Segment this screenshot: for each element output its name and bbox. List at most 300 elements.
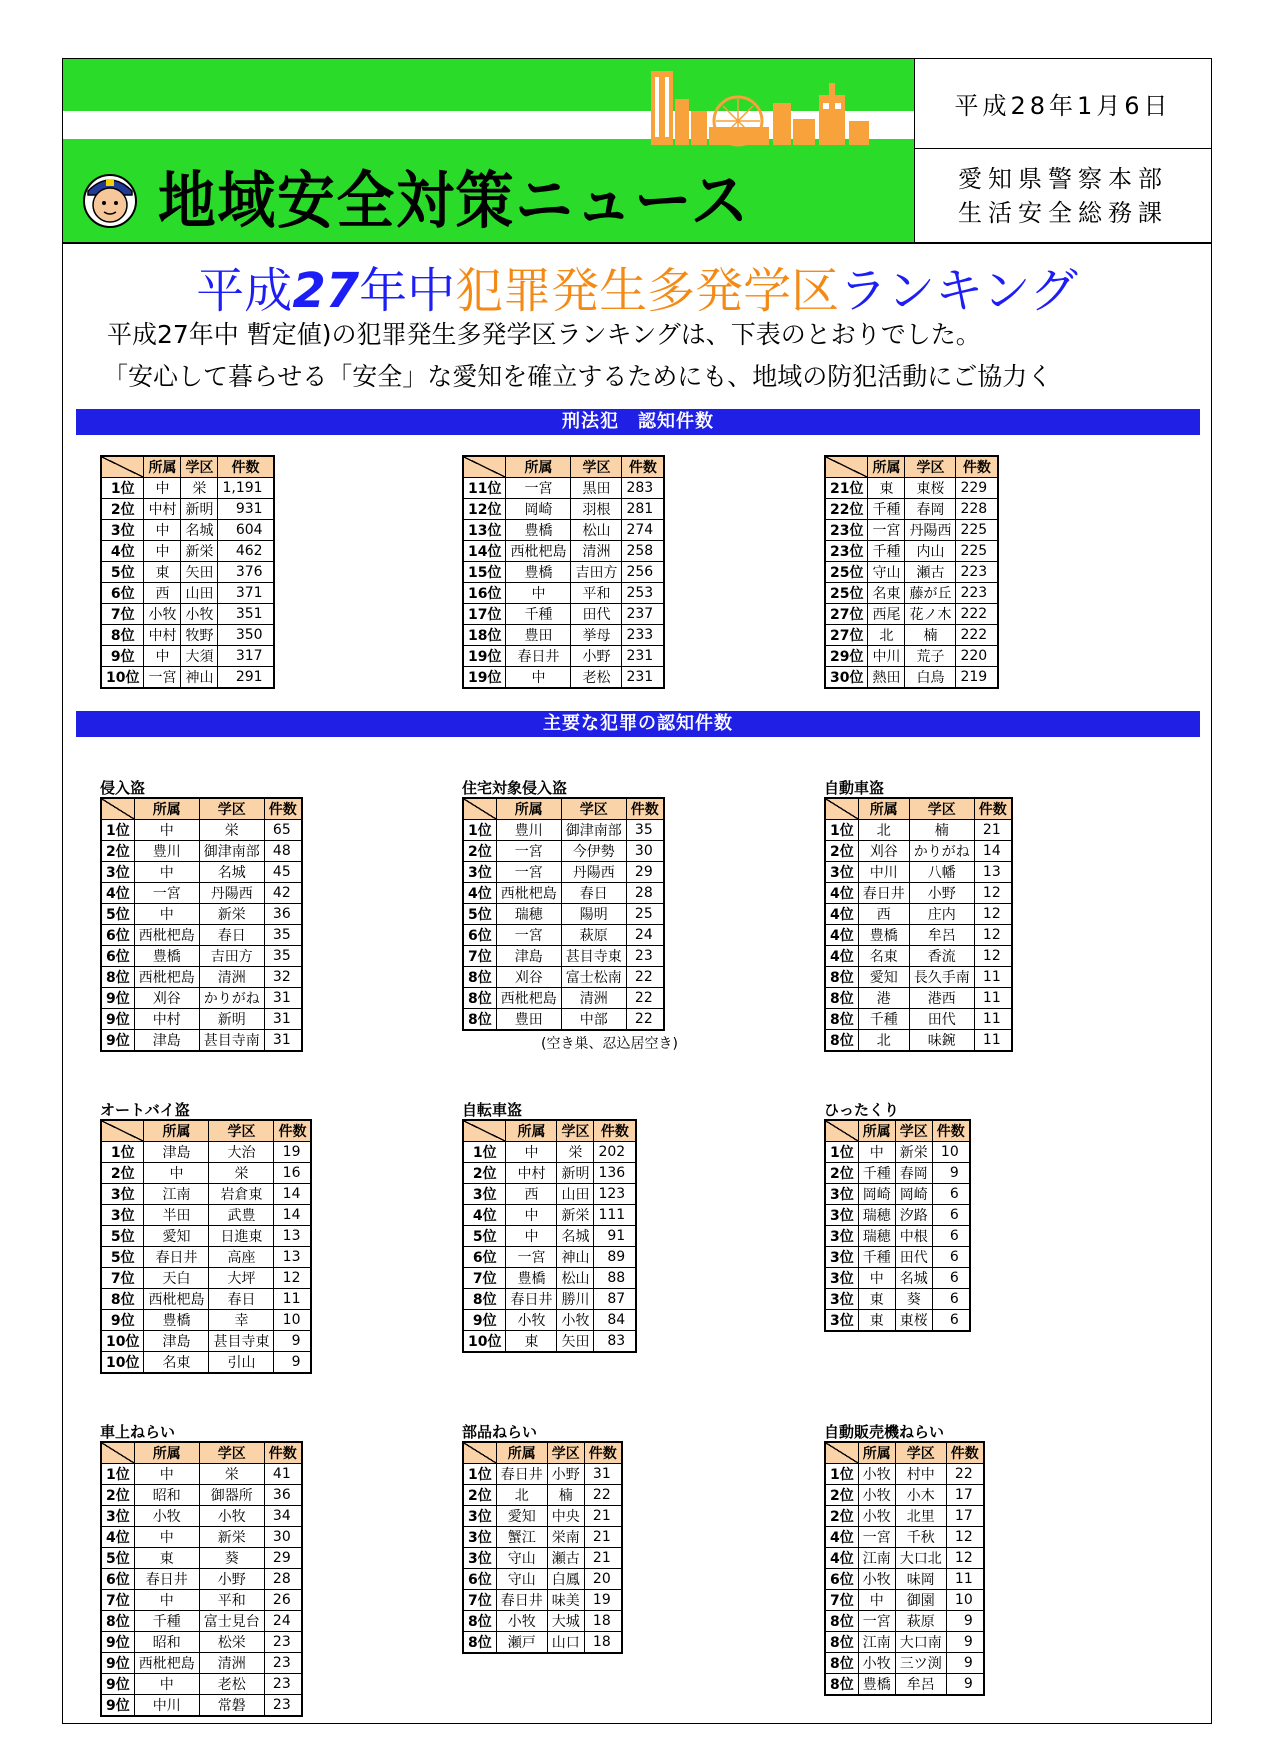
count-cell: 84 xyxy=(594,1310,636,1331)
table-row xyxy=(463,1548,622,1569)
rank-cell: 8位 xyxy=(101,625,144,646)
table-row xyxy=(101,1352,311,1374)
district-cell: 今伊勢 xyxy=(561,841,626,862)
rank-cell: 6位 xyxy=(101,925,134,946)
station-cell: 一宮 xyxy=(858,1527,895,1548)
station-cell: 名東 xyxy=(868,583,905,604)
district-cell: 名城 xyxy=(181,520,218,541)
header-count: 件数 xyxy=(594,1120,636,1142)
table-header-row xyxy=(825,1442,984,1464)
station-cell: 西枇杷島 xyxy=(134,925,199,946)
district-cell: 田代 xyxy=(571,604,622,625)
count-cell: 35 xyxy=(626,820,664,841)
table-row xyxy=(825,646,998,667)
count-cell: 19 xyxy=(584,1590,622,1611)
table-row xyxy=(825,1485,984,1506)
table-row xyxy=(825,862,1012,883)
rank-cell: 4位 xyxy=(825,904,858,925)
table-header-row xyxy=(825,456,998,478)
district-cell: 牧野 xyxy=(181,625,218,646)
table-row xyxy=(825,520,998,541)
count-cell: 231 xyxy=(622,646,664,667)
count-cell: 258 xyxy=(622,541,664,562)
table-row xyxy=(101,1247,311,1268)
district-cell: 常磐 xyxy=(199,1695,264,1717)
news-sheet xyxy=(62,58,1212,1724)
count-cell: 931 xyxy=(218,499,274,520)
count-cell: 42 xyxy=(264,883,302,904)
rank-cell: 8位 xyxy=(825,1632,858,1653)
count-cell: 25 xyxy=(626,904,664,925)
rank-cell: 4位 xyxy=(463,1205,506,1226)
district-cell: 矢田 xyxy=(557,1331,594,1353)
header-diagonal-cell xyxy=(825,798,858,820)
table-row xyxy=(463,1310,636,1331)
station-cell: 千種 xyxy=(506,604,571,625)
header-count: 件数 xyxy=(274,1120,312,1142)
table-row xyxy=(101,1268,311,1289)
header-district: 学区 xyxy=(571,456,622,478)
station-cell: 津島 xyxy=(144,1331,209,1352)
table-row xyxy=(463,1289,636,1310)
station-cell: 中川 xyxy=(858,862,909,883)
header-diagonal-cell xyxy=(101,1442,134,1464)
rank-cell: 9位 xyxy=(101,1653,134,1674)
header-station: 所属 xyxy=(858,798,909,820)
header-count: 件数 xyxy=(932,1120,970,1142)
rank-cell: 29位 xyxy=(825,646,868,667)
district-cell: 新栄 xyxy=(199,904,264,925)
rank-cell: 3位 xyxy=(825,1226,858,1247)
station-cell: 江南 xyxy=(144,1184,209,1205)
table-row xyxy=(101,820,302,841)
rank-cell: 8位 xyxy=(825,1009,858,1030)
count-cell: 12 xyxy=(946,1548,984,1569)
rank-cell: 5位 xyxy=(463,904,496,925)
count-cell: 231 xyxy=(622,667,664,689)
district-cell: 大口北 xyxy=(895,1548,946,1569)
station-cell: 中 xyxy=(144,541,181,562)
rank-cell: 3位 xyxy=(825,1205,858,1226)
station-cell: 岡崎 xyxy=(858,1184,895,1205)
department-box xyxy=(915,149,1211,242)
header-station: 所属 xyxy=(858,1120,895,1142)
table-row xyxy=(101,1226,311,1247)
count-cell: 14 xyxy=(974,841,1012,862)
district-cell: 山田 xyxy=(557,1184,594,1205)
table-row xyxy=(825,1527,984,1548)
count-cell: 23 xyxy=(264,1695,302,1717)
table-row xyxy=(825,1548,984,1569)
station-cell: 愛知 xyxy=(496,1506,547,1527)
table-row xyxy=(463,1632,622,1654)
station-cell: 小牧 xyxy=(144,604,181,625)
table-header-row xyxy=(463,798,664,820)
rank-cell: 15位 xyxy=(463,562,506,583)
header-station: 所属 xyxy=(868,456,905,478)
section-title-penal-code: 刑法犯 認知件数 xyxy=(76,409,1200,435)
table-row xyxy=(825,478,998,499)
station-cell: 中村 xyxy=(144,625,181,646)
rank-cell: 8位 xyxy=(101,1611,134,1632)
count-cell: 9 xyxy=(946,1653,984,1674)
rank-cell: 5位 xyxy=(101,1226,144,1247)
rank-cell: 6位 xyxy=(825,1569,858,1590)
district-cell: 小野 xyxy=(547,1464,584,1485)
table-row xyxy=(825,625,998,646)
district-cell: 味鋺 xyxy=(909,1030,974,1052)
table-row xyxy=(463,1226,636,1247)
district-cell: 香流 xyxy=(909,946,974,967)
rank-cell: 2位 xyxy=(463,841,496,862)
table-row xyxy=(101,604,274,625)
rank-cell: 9位 xyxy=(101,646,144,667)
table-header-row xyxy=(463,1442,622,1464)
district-cell: 春日 xyxy=(561,883,626,904)
count-cell: 18 xyxy=(584,1632,622,1654)
district-cell: 港西 xyxy=(909,988,974,1009)
rank-cell: 5位 xyxy=(101,562,144,583)
headline-part1: 平成 xyxy=(196,263,293,319)
count-cell: 13 xyxy=(274,1226,312,1247)
station-cell: 東 xyxy=(144,562,181,583)
station-cell: 小牧 xyxy=(858,1464,895,1485)
rank-cell: 11位 xyxy=(463,478,506,499)
count-cell: 351 xyxy=(218,604,274,625)
rank-cell: 9位 xyxy=(101,1009,134,1030)
rank-cell: 25位 xyxy=(825,583,868,604)
station-cell: 中 xyxy=(858,1142,895,1163)
count-cell: 281 xyxy=(622,499,664,520)
district-cell: 田代 xyxy=(895,1247,932,1268)
station-cell: 津島 xyxy=(134,1030,199,1052)
rank-cell: 7位 xyxy=(101,1590,134,1611)
table-header-row xyxy=(101,1442,302,1464)
table-row xyxy=(463,967,664,988)
station-cell: 守山 xyxy=(868,562,905,583)
table-row xyxy=(463,583,664,604)
header-station: 所属 xyxy=(144,456,181,478)
table-row xyxy=(825,1205,970,1226)
rank-cell: 3位 xyxy=(101,520,144,541)
count-cell: 16 xyxy=(274,1163,312,1184)
table-row xyxy=(101,583,274,604)
table-row xyxy=(463,946,664,967)
table-row xyxy=(101,646,274,667)
district-cell: 新明 xyxy=(557,1163,594,1184)
table-row xyxy=(463,1485,622,1506)
table-row xyxy=(463,1009,664,1031)
district-cell: 甚目寺東 xyxy=(561,946,626,967)
district-cell: 小牧 xyxy=(199,1506,264,1527)
station-cell: 西尾 xyxy=(868,604,905,625)
table-row xyxy=(463,841,664,862)
district-cell: 味美 xyxy=(547,1590,584,1611)
station-cell: 東 xyxy=(858,1310,895,1332)
rank-cell: 5位 xyxy=(463,1226,506,1247)
station-cell: 西枇杷島 xyxy=(134,1653,199,1674)
count-cell: 317 xyxy=(218,646,274,667)
rank-cell: 1位 xyxy=(825,1142,858,1163)
district-cell: 田代 xyxy=(909,1009,974,1030)
station-cell: 中 xyxy=(506,1142,557,1163)
table-row xyxy=(101,562,274,583)
rank-cell: 1位 xyxy=(101,478,144,499)
district-cell: 春日 xyxy=(199,925,264,946)
rank-cell: 7位 xyxy=(463,946,496,967)
district-cell: 新栄 xyxy=(199,1527,264,1548)
station-cell: 中 xyxy=(134,820,199,841)
table-row xyxy=(463,1268,636,1289)
table-row xyxy=(825,1247,970,1268)
count-cell: 13 xyxy=(274,1247,312,1268)
district-cell: 牟呂 xyxy=(895,1674,946,1696)
district-cell: 栄 xyxy=(209,1163,274,1184)
station-cell: 千種 xyxy=(858,1009,909,1030)
table-row xyxy=(463,862,664,883)
station-cell: 刈谷 xyxy=(134,988,199,1009)
district-cell: 味岡 xyxy=(895,1569,946,1590)
rank-cell: 1位 xyxy=(825,820,858,841)
table-row xyxy=(101,1289,311,1310)
header-count: 件数 xyxy=(584,1442,622,1464)
rank-cell: 3位 xyxy=(101,1506,134,1527)
rank-cell: 1位 xyxy=(101,1464,134,1485)
rank-cell: 10位 xyxy=(463,1331,506,1353)
count-cell: 34 xyxy=(264,1506,302,1527)
count-cell: 462 xyxy=(218,541,274,562)
rank-cell: 3位 xyxy=(463,1184,506,1205)
district-cell: 新栄 xyxy=(557,1205,594,1226)
count-cell: 36 xyxy=(264,904,302,925)
district-cell: 御器所 xyxy=(199,1485,264,1506)
table-caption: 住宅対象侵入盗 xyxy=(462,779,568,797)
district-cell: 陽明 xyxy=(561,904,626,925)
table-row xyxy=(101,499,274,520)
header-station: 所属 xyxy=(506,1120,557,1142)
count-cell: 371 xyxy=(218,583,274,604)
station-cell: 春日井 xyxy=(506,646,571,667)
district-cell: 富士見台 xyxy=(199,1611,264,1632)
district-cell: 名城 xyxy=(557,1226,594,1247)
table-row xyxy=(463,1163,636,1184)
count-cell: 29 xyxy=(264,1548,302,1569)
table-row xyxy=(101,1611,302,1632)
table-row xyxy=(101,1030,302,1052)
ranking-table xyxy=(462,1441,623,1654)
count-cell: 10 xyxy=(274,1310,312,1331)
station-cell: 中村 xyxy=(506,1163,557,1184)
count-cell: 9 xyxy=(274,1352,312,1374)
count-cell: 222 xyxy=(956,604,998,625)
count-cell: 30 xyxy=(264,1527,302,1548)
district-cell: 瀬古 xyxy=(905,562,956,583)
table-row xyxy=(463,1590,622,1611)
header-diagonal-cell xyxy=(825,1442,858,1464)
rank-cell: 12位 xyxy=(463,499,506,520)
count-cell: 9 xyxy=(946,1674,984,1696)
rank-cell: 1位 xyxy=(101,820,134,841)
rank-cell: 3位 xyxy=(101,1205,144,1226)
count-cell: 20 xyxy=(584,1569,622,1590)
header-station: 所属 xyxy=(496,1442,547,1464)
rank-cell: 1位 xyxy=(825,1464,858,1485)
table-row xyxy=(825,499,998,520)
header-district: 学区 xyxy=(181,456,218,478)
rank-cell: 19位 xyxy=(463,646,506,667)
rank-cell: 18位 xyxy=(463,625,506,646)
station-cell: 名東 xyxy=(144,1352,209,1374)
count-cell: 19 xyxy=(274,1142,312,1163)
station-cell: 瑞穂 xyxy=(496,904,561,925)
rank-cell: 7位 xyxy=(101,1268,144,1289)
count-cell: 225 xyxy=(956,541,998,562)
rank-cell: 3位 xyxy=(825,1184,858,1205)
headline-part4: ランキング xyxy=(839,263,1078,319)
ranking-table xyxy=(100,797,303,1052)
table-row xyxy=(825,1163,970,1184)
district-cell: 栄 xyxy=(199,820,264,841)
intro-line-1: 平成27年中 暫定値)の犯罪発生多発学区ランキングは、下表のとおりでした。 xyxy=(107,320,981,349)
rank-cell: 30位 xyxy=(825,667,868,689)
table-caption: 自転車盗 xyxy=(462,1101,523,1119)
table-row xyxy=(101,520,274,541)
district-cell: 岩倉東 xyxy=(209,1184,274,1205)
count-cell: 233 xyxy=(622,625,664,646)
district-cell: 高座 xyxy=(209,1247,274,1268)
rank-cell: 7位 xyxy=(463,1590,496,1611)
rank-cell: 2位 xyxy=(825,1506,858,1527)
rank-cell: 3位 xyxy=(463,1527,496,1548)
rank-cell: 8位 xyxy=(463,1632,496,1654)
header-station: 所属 xyxy=(496,798,561,820)
table-row xyxy=(101,1163,311,1184)
table-header-row xyxy=(463,1120,636,1142)
table-row xyxy=(463,1205,636,1226)
count-cell: 21 xyxy=(584,1527,622,1548)
table-row xyxy=(463,520,664,541)
station-cell: 中 xyxy=(858,1590,895,1611)
rank-cell: 7位 xyxy=(463,1268,506,1289)
table-row xyxy=(463,1506,622,1527)
station-cell: 西枇杷島 xyxy=(496,883,561,904)
district-cell: 庄内 xyxy=(909,904,974,925)
station-cell: 中 xyxy=(506,667,571,689)
count-cell: 48 xyxy=(264,841,302,862)
district-cell: 春日 xyxy=(209,1289,274,1310)
district-cell: 清洲 xyxy=(199,1653,264,1674)
district-cell: 瀬古 xyxy=(547,1548,584,1569)
header-count: 件数 xyxy=(264,798,302,820)
count-cell: 28 xyxy=(626,883,664,904)
district-cell: 丹陽西 xyxy=(905,520,956,541)
count-cell: 11 xyxy=(946,1569,984,1590)
station-cell: 小牧 xyxy=(506,1310,557,1331)
table-row xyxy=(825,1653,984,1674)
table-row xyxy=(101,541,274,562)
ranking-table xyxy=(462,797,665,1031)
district-cell: 吉田方 xyxy=(571,562,622,583)
station-cell: 東 xyxy=(858,1289,895,1310)
count-cell: 23 xyxy=(264,1653,302,1674)
rank-cell: 3位 xyxy=(463,862,496,883)
station-cell: 千種 xyxy=(868,541,905,562)
table-row xyxy=(825,820,1012,841)
count-cell: 11 xyxy=(974,1009,1012,1030)
station-cell: 東 xyxy=(868,478,905,499)
station-cell: 中 xyxy=(858,1268,895,1289)
station-cell: 豊橋 xyxy=(858,1674,895,1696)
rank-cell: 4位 xyxy=(825,1527,858,1548)
district-cell: 北里 xyxy=(895,1506,946,1527)
rank-cell: 23位 xyxy=(825,541,868,562)
rank-cell: 9位 xyxy=(463,1310,506,1331)
district-cell: 丹陽西 xyxy=(199,883,264,904)
table-row xyxy=(463,820,664,841)
district-cell: 富士松南 xyxy=(561,967,626,988)
station-cell: 一宮 xyxy=(496,841,561,862)
count-cell: 604 xyxy=(218,520,274,541)
station-cell: 西枇杷島 xyxy=(496,988,561,1009)
count-cell: 123 xyxy=(594,1184,636,1205)
table-row xyxy=(101,1310,311,1331)
station-cell: 愛知 xyxy=(858,967,909,988)
station-cell: 豊橋 xyxy=(858,925,909,946)
table-row xyxy=(825,1632,984,1653)
station-cell: 北 xyxy=(858,1030,909,1052)
district-cell: 丹陽西 xyxy=(561,862,626,883)
header-district: 学区 xyxy=(199,1442,264,1464)
table-row xyxy=(101,1590,302,1611)
station-cell: 一宮 xyxy=(868,520,905,541)
table-row xyxy=(101,1674,302,1695)
station-cell: 北 xyxy=(496,1485,547,1506)
rank-cell: 3位 xyxy=(825,1268,858,1289)
housebreak-note: (空き巣、忍込居空き) xyxy=(541,1036,678,1052)
header-district: 学区 xyxy=(557,1120,594,1142)
station-cell: 中 xyxy=(506,583,571,604)
rank-cell: 2位 xyxy=(101,499,144,520)
station-cell: 千種 xyxy=(868,499,905,520)
table-header-row xyxy=(825,1120,970,1142)
table-row xyxy=(825,946,1012,967)
table-row xyxy=(101,862,302,883)
district-cell: 萩原 xyxy=(895,1611,946,1632)
table-caption: 部品ねらい xyxy=(462,1423,538,1441)
headline-year: 27 xyxy=(292,263,360,319)
table-row xyxy=(463,1247,636,1268)
count-cell: 89 xyxy=(594,1247,636,1268)
rank-cell: 19位 xyxy=(463,667,506,689)
rank-cell: 6位 xyxy=(101,1569,134,1590)
count-cell: 6 xyxy=(932,1226,970,1247)
count-cell: 21 xyxy=(584,1548,622,1569)
count-cell: 22 xyxy=(946,1464,984,1485)
station-cell: 中 xyxy=(134,1464,199,1485)
ranking-table xyxy=(462,455,665,689)
district-cell: 日進東 xyxy=(209,1226,274,1247)
station-cell: 東 xyxy=(506,1331,557,1353)
table-row xyxy=(825,541,998,562)
table-row xyxy=(463,1142,636,1163)
count-cell: 9 xyxy=(946,1611,984,1632)
rank-cell: 2位 xyxy=(463,1163,506,1184)
district-cell: 栄南 xyxy=(547,1527,584,1548)
rank-cell: 9位 xyxy=(101,1310,144,1331)
count-cell: 31 xyxy=(264,1009,302,1030)
rank-cell: 6位 xyxy=(463,1247,506,1268)
count-cell: 11 xyxy=(974,967,1012,988)
